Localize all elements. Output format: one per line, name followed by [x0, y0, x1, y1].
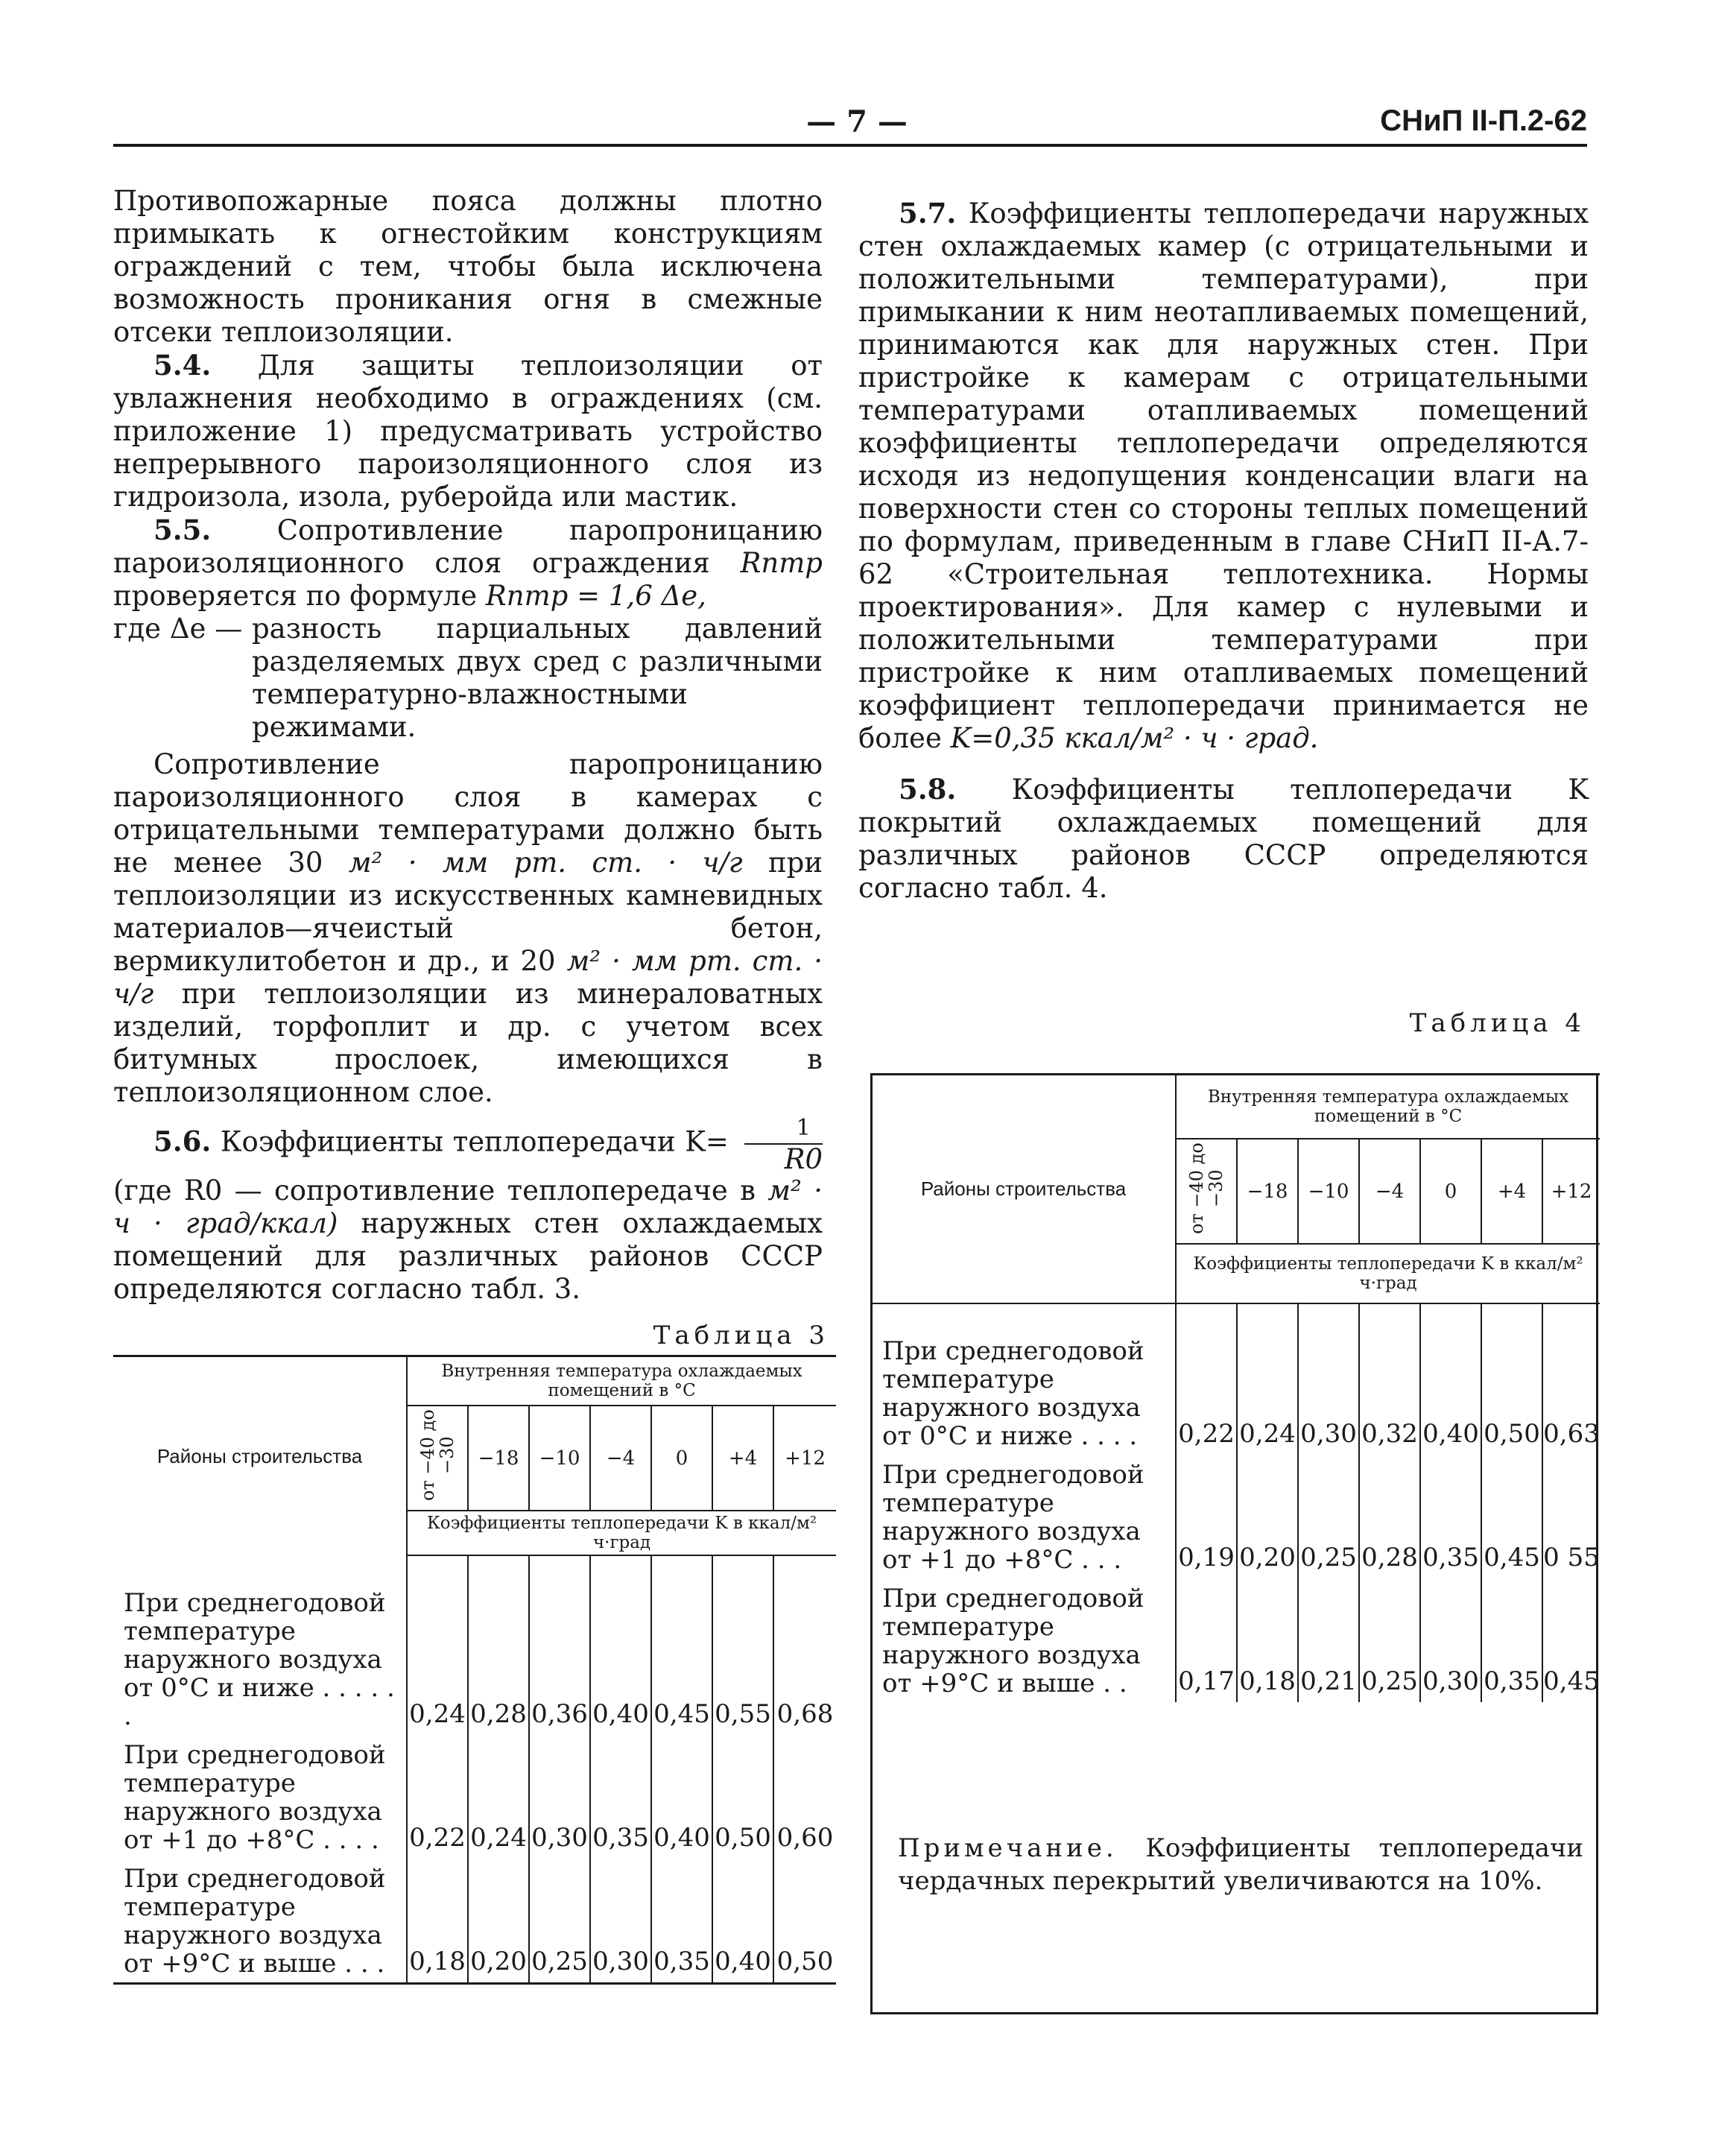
table-4-coef-header: Коэффициенты теплопередачи K в ккал/м² ч·град	[1176, 1244, 1600, 1303]
row-label: При среднегодовой температуре наружного воздуха от 0°C и ниже . . . .	[872, 1331, 1176, 1455]
table-cell: 0,40	[1420, 1331, 1481, 1455]
table-cell: 0,35	[1481, 1578, 1542, 1702]
table4-column-header	[1176, 1139, 1237, 1244]
where-definition	[113, 613, 823, 744]
spacer-cell	[1420, 1303, 1481, 1331]
table4-column-header: −10	[1298, 1139, 1359, 1244]
fraction	[744, 1113, 823, 1175]
section-5-5	[113, 513, 823, 613]
table3-column-header: −4	[590, 1406, 651, 1511]
table-cell: 0,24	[468, 1735, 529, 1859]
table-cell: 0,40	[651, 1735, 712, 1859]
spacer-cell	[529, 1555, 590, 1583]
spacer-cell	[1298, 1303, 1359, 1331]
page-number: — 7 —	[806, 104, 908, 139]
table-cell: 0,45	[1542, 1578, 1600, 1702]
spacer-cell	[872, 1303, 1176, 1331]
table-3-temp-header: Внутренняя температура охлаждаемых помещений в °C	[407, 1356, 836, 1406]
column-label: от −40 до −30	[417, 1409, 458, 1502]
column-label: от −40 до −30	[1186, 1142, 1226, 1235]
section-number: 5.6.	[153, 1125, 212, 1158]
spacer-cell	[651, 1555, 712, 1583]
table-cell: 0,20	[468, 1859, 529, 1984]
table3-column-header: +4	[712, 1406, 773, 1511]
value: K=0,35	[950, 722, 1056, 754]
table-cell: 0,20	[1237, 1455, 1298, 1578]
section-text: Коэффициенты теплопередачи K покрытий охлаждаемых помещений для различных районов СССР определяются согласно табл. 4.	[858, 774, 1589, 904]
table4-column-header: +4	[1481, 1139, 1542, 1244]
section-text: Коэффициенты теплопередачи K=	[220, 1125, 729, 1158]
section-5-8	[858, 773, 1589, 905]
table-cell: 0,36	[529, 1583, 590, 1735]
spacer-cell	[113, 1555, 407, 1583]
table-cell: 0,50	[773, 1859, 836, 1984]
table-4-frame-bottom	[870, 2012, 1598, 2014]
table3-column-header	[407, 1406, 468, 1511]
spacer-cell	[712, 1555, 773, 1583]
table-cell: 0,40	[590, 1583, 651, 1735]
table-row	[872, 1331, 1600, 1455]
row-label: При среднегодовой температуре наружного воздуха от +1 до +8°C . . . .	[113, 1735, 407, 1859]
table-cell: 0,30	[1298, 1331, 1359, 1455]
text-span: Сопротивление паропроницанию пароизоляционного слоя в камерах с отрицательными температурами должно быть не менее 30	[113, 748, 823, 879]
row-label: При среднегодовой температуре наружного воздуха от +9°C и выше . . .	[113, 1859, 407, 1984]
table4-column-header: −4	[1359, 1139, 1420, 1244]
table-cell: 0,32	[1359, 1331, 1420, 1455]
table-row	[113, 1735, 836, 1859]
table3-column-header: −10	[529, 1406, 590, 1511]
row-label: При среднегодовой температуре наружного воздуха от +9°C и выше . .	[872, 1578, 1176, 1702]
spacer-cell	[1176, 1303, 1237, 1331]
paragraph-fire-belts: Противопожарные пояса должны плотно примыкать к огнестойким конструкциям ограждений с тем, чтобы была исключена возможность проникания огня в смежные отсеки теплоизоляции.	[113, 185, 823, 348]
table-row	[113, 1859, 836, 1984]
table-cell: 0,35	[1420, 1455, 1481, 1578]
header-rule	[113, 144, 1587, 147]
table-cell: 0,40	[712, 1859, 773, 1984]
table-cell: 0,68	[773, 1583, 836, 1735]
spacer-cell	[590, 1555, 651, 1583]
table-cell: 0,28	[1359, 1455, 1420, 1578]
section-5-4	[113, 349, 823, 513]
section-number: 5.5.	[153, 513, 212, 546]
text-span: при теплоизоляции из искусственных камневидных материалов—ячеистый бетон, вермикулитобетон и др., и 20	[113, 847, 823, 977]
table-cell: 0,25	[1298, 1455, 1359, 1578]
table-cell: 0,19	[1176, 1455, 1237, 1578]
table-cell: 0,35	[590, 1735, 651, 1859]
table-cell: 0,60	[773, 1735, 836, 1859]
table-cell: 0,25	[529, 1859, 590, 1984]
table3-column-header: +12	[773, 1406, 836, 1511]
table-cell: 0,17	[1176, 1578, 1237, 1702]
row-label: При среднегодовой температуре наружного воздуха от +1 до +8°C . . .	[872, 1455, 1176, 1578]
where-text: разность парциальных давлений разделяемых двух сред с различными температурно-влажностными режимами.	[252, 613, 823, 743]
spacer-cell	[1359, 1303, 1420, 1331]
table-cell: 0,30	[1420, 1578, 1481, 1702]
table-4	[872, 1073, 1600, 1702]
section-text: проверяется по формуле	[113, 580, 478, 612]
text-span: при теплоизоляции из минераловатных изделий, торфоплит и др. с учетом всех битумных прослоек, имеющихся в теплоизоляционном слое.	[113, 978, 823, 1108]
spacer-cell	[1542, 1303, 1600, 1331]
table-row	[113, 1583, 836, 1735]
right-column	[858, 197, 1589, 905]
table-4-row-header: Районы строительства	[872, 1075, 1176, 1304]
section-number: 5.8.	[899, 773, 957, 806]
fraction-denominator: R0	[784, 1143, 823, 1175]
unit: м² · мм рт. ст. · ч/г	[113, 945, 823, 1010]
table3-column-header: 0	[651, 1406, 712, 1511]
table-cell: 0,24	[1237, 1331, 1298, 1455]
table-cell: 0,22	[1176, 1331, 1237, 1455]
table-row	[872, 1578, 1600, 1702]
table-cell: 0,25	[1359, 1578, 1420, 1702]
document-code: СНиП II-П.2-62	[1380, 104, 1587, 137]
paragraph-vapor-resistance	[113, 748, 823, 1109]
table4-column-header: −18	[1237, 1139, 1298, 1244]
section-number: 5.4.	[153, 349, 212, 382]
table-cell: 0,45	[1481, 1455, 1542, 1578]
table-row	[872, 1455, 1600, 1578]
table-cell: 0,18	[1237, 1578, 1298, 1702]
table-cell: 0,28	[468, 1583, 529, 1735]
table-3-coef-header: Коэффициенты теплопередачи K в ккал/м² ч·град	[407, 1511, 836, 1555]
table4-column-header: 0	[1420, 1139, 1481, 1244]
spacer-cell	[773, 1555, 836, 1583]
table-cell: 0,45	[651, 1583, 712, 1735]
table4-column-header: +12	[1542, 1139, 1600, 1244]
section-text: Сопротивление паропроницанию пароизоляционного слоя ограждения	[113, 514, 823, 579]
table-cell: 0,21	[1298, 1578, 1359, 1702]
table-cell: 0,63	[1542, 1331, 1600, 1455]
table-3-row-header: Районы строительства	[113, 1356, 407, 1556]
spacer-cell	[1481, 1303, 1542, 1331]
where-label: где Δe —	[113, 613, 243, 645]
unit: ккал/м² · ч · град.	[1064, 722, 1319, 754]
table-cell: 0,55	[712, 1583, 773, 1735]
spacer-cell	[407, 1555, 468, 1583]
section-text: Для защиты теплоизоляции от увлажнения необходимо в ограждениях (см. приложение 1) предусматривать устройство непрерывного пароизоляционного слоя из гидроизола, изола, руберойда или мастик.	[113, 350, 823, 513]
table-3-caption: Таблица 3	[653, 1321, 829, 1350]
note-label: Примечание.	[898, 1833, 1118, 1863]
table-cell: 0,50	[1481, 1331, 1542, 1455]
section-text: Коэффициенты теплопередачи наружных стен охлаждаемых камер (с отрицательными и положительными температурами), при примыкании к ним неотапливаемых помещений, принимаются как для наружных стен. При пристройке к камерам с отрицательными температурами отапливаемых помещений коэффициенты теплопередачи определяются исходя из недопущения конденсации влаги на поверхности стен со стороны теплых помещений по формулам, приведенным в главе СНиП II-А.7-62 «Строительная теплотехника. Нормы проектирования». Для камер с нулевыми и положительными температурами при пристройке к ним отапливаемых помещений коэффициент теплопередачи принимается не более	[858, 197, 1589, 754]
table-4-temp-header: Внутренняя температура охлаждаемых помещений в °C	[1176, 1075, 1600, 1139]
table-cell: 0,30	[590, 1859, 651, 1984]
table-cell: 0 55	[1542, 1455, 1600, 1578]
section-5-7	[858, 197, 1589, 755]
formula-symbol: Rптр	[740, 547, 823, 579]
table-cell: 0,35	[651, 1859, 712, 1984]
table-4-note	[898, 1832, 1583, 1897]
table-4-caption: Таблица 4	[1409, 1008, 1586, 1038]
section-text: (где R0 — сопротивление теплопередаче в	[113, 1175, 756, 1207]
unit: м² · ч · град/ккал)	[113, 1175, 823, 1239]
fraction-numerator: 1	[744, 1113, 823, 1145]
table-cell: 0,50	[712, 1735, 773, 1859]
note-text: Коэффициенты теплопередачи чердачных перекрытий увеличиваются на 10%.	[898, 1833, 1583, 1896]
section-5-6	[113, 1113, 823, 1306]
table-cell: 0,18	[407, 1859, 468, 1984]
section-number: 5.7.	[899, 197, 957, 230]
table-cell: 0,30	[529, 1735, 590, 1859]
spacer-cell	[468, 1555, 529, 1583]
table-cell: 0,24	[407, 1583, 468, 1735]
table3-column-header: −18	[468, 1406, 529, 1511]
table-cell: 0,22	[407, 1735, 468, 1859]
table-3	[113, 1355, 836, 1985]
row-label: При среднегодовой температуре наружного воздуха от 0°C и ниже . . . . . .	[113, 1583, 407, 1735]
unit: м² · мм рт. ст. · ч/г	[348, 847, 743, 879]
formula: Rптр = 1,6 Δe,	[485, 580, 706, 612]
spacer-cell	[1237, 1303, 1298, 1331]
left-column	[113, 185, 823, 1306]
section-text: наружных стен охлаждаемых помещений для различных районов СССР определяются согласно табл. 3.	[113, 1207, 823, 1305]
